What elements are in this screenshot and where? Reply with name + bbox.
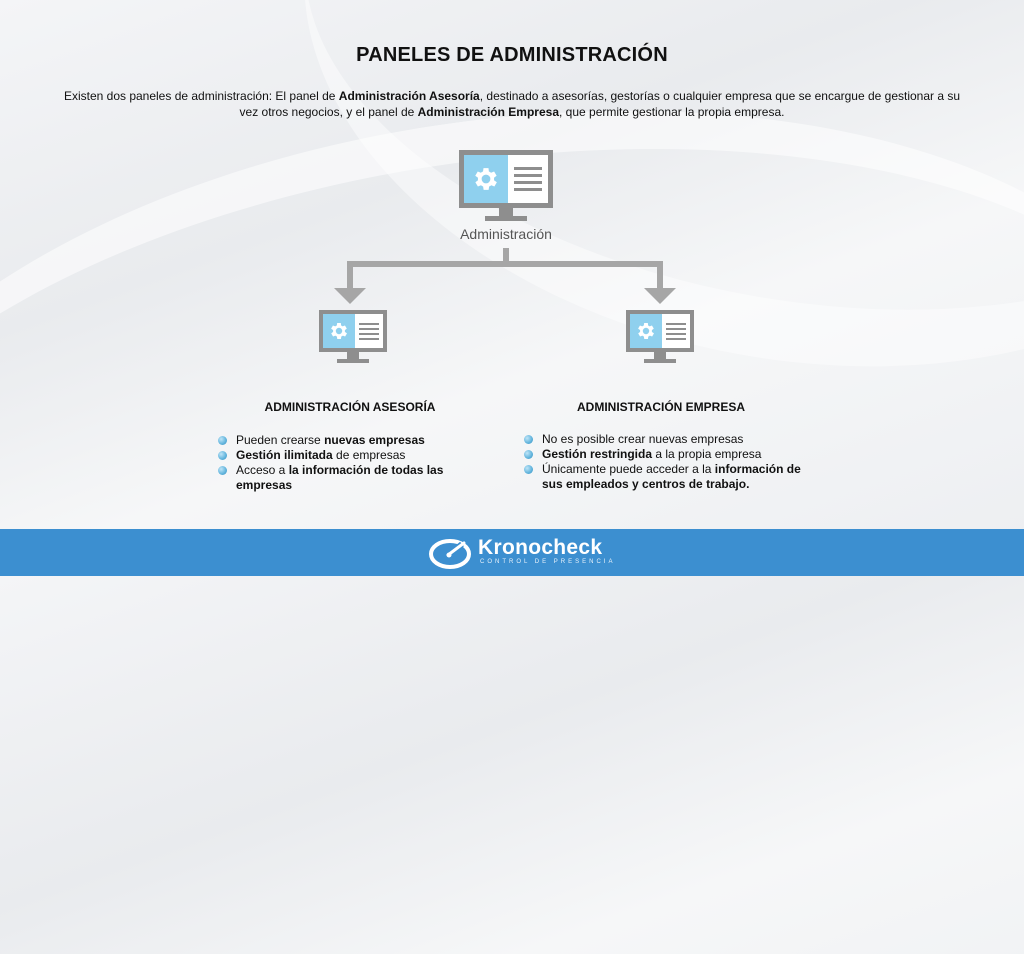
brand-name: Kronocheck bbox=[478, 536, 603, 559]
intro-paragraph bbox=[60, 88, 964, 120]
asesoria-monitor-icon bbox=[319, 310, 387, 364]
gear-icon bbox=[630, 314, 662, 348]
list-item: Gestión restringida a la propia empresa bbox=[524, 447, 804, 462]
empresa-monitor-icon bbox=[626, 310, 694, 364]
intro-text: , que permite gestionar la propia empresa. bbox=[559, 105, 785, 119]
empresa-title: ADMINISTRACIÓN EMPRESA bbox=[576, 400, 745, 414]
connector-line bbox=[503, 248, 509, 262]
list-item: Únicamente puede acceder a la información de sus empleados y centros de trabajo. bbox=[524, 462, 804, 492]
kronocheck-logo-icon bbox=[428, 536, 478, 570]
page-title: PANELES DE ADMINISTRACIÓN bbox=[356, 44, 668, 66]
bullet-icon bbox=[218, 451, 227, 460]
arrow-down-icon bbox=[644, 288, 676, 304]
list-item: Pueden crearse nuevas empresas bbox=[218, 433, 498, 448]
asesoria-list bbox=[218, 433, 498, 493]
bullet-icon bbox=[218, 436, 227, 445]
root-label: Administración bbox=[460, 226, 552, 242]
bullet-icon bbox=[524, 465, 533, 474]
connector-line bbox=[347, 261, 353, 289]
bullet-icon bbox=[218, 466, 227, 475]
connector-line bbox=[347, 261, 663, 267]
intro-text: Existen dos paneles de administración: El panel de bbox=[63, 89, 339, 103]
asesoria-title: ADMINISTRACIÓN ASESORÍA bbox=[264, 400, 436, 414]
list-item: Gestión ilimitada de empresas bbox=[218, 448, 498, 463]
empresa-list bbox=[524, 432, 804, 492]
intro-bold-empresa: Administración Empresa bbox=[417, 105, 559, 119]
list-item: No es posible crear nuevas empresas bbox=[524, 432, 804, 447]
gear-icon bbox=[323, 314, 355, 348]
intro-text: , destinado a asesorías, gestorías o cualquier empresa que se encargue de gestionar a su vez otros negocios, y el panel de bbox=[239, 89, 961, 119]
arrow-down-icon bbox=[334, 288, 366, 304]
bullet-icon bbox=[524, 435, 533, 444]
gear-icon bbox=[464, 155, 508, 203]
admin-monitor-icon bbox=[459, 150, 553, 222]
intro-bold-asesoria: Administración Asesoría bbox=[338, 89, 480, 103]
bullet-icon bbox=[524, 450, 533, 459]
connector-line bbox=[657, 261, 663, 289]
list-item: Acceso a la información de todas las empresas bbox=[218, 463, 498, 493]
brand-tagline: CONTROL DE PRESENCIA bbox=[480, 559, 616, 565]
